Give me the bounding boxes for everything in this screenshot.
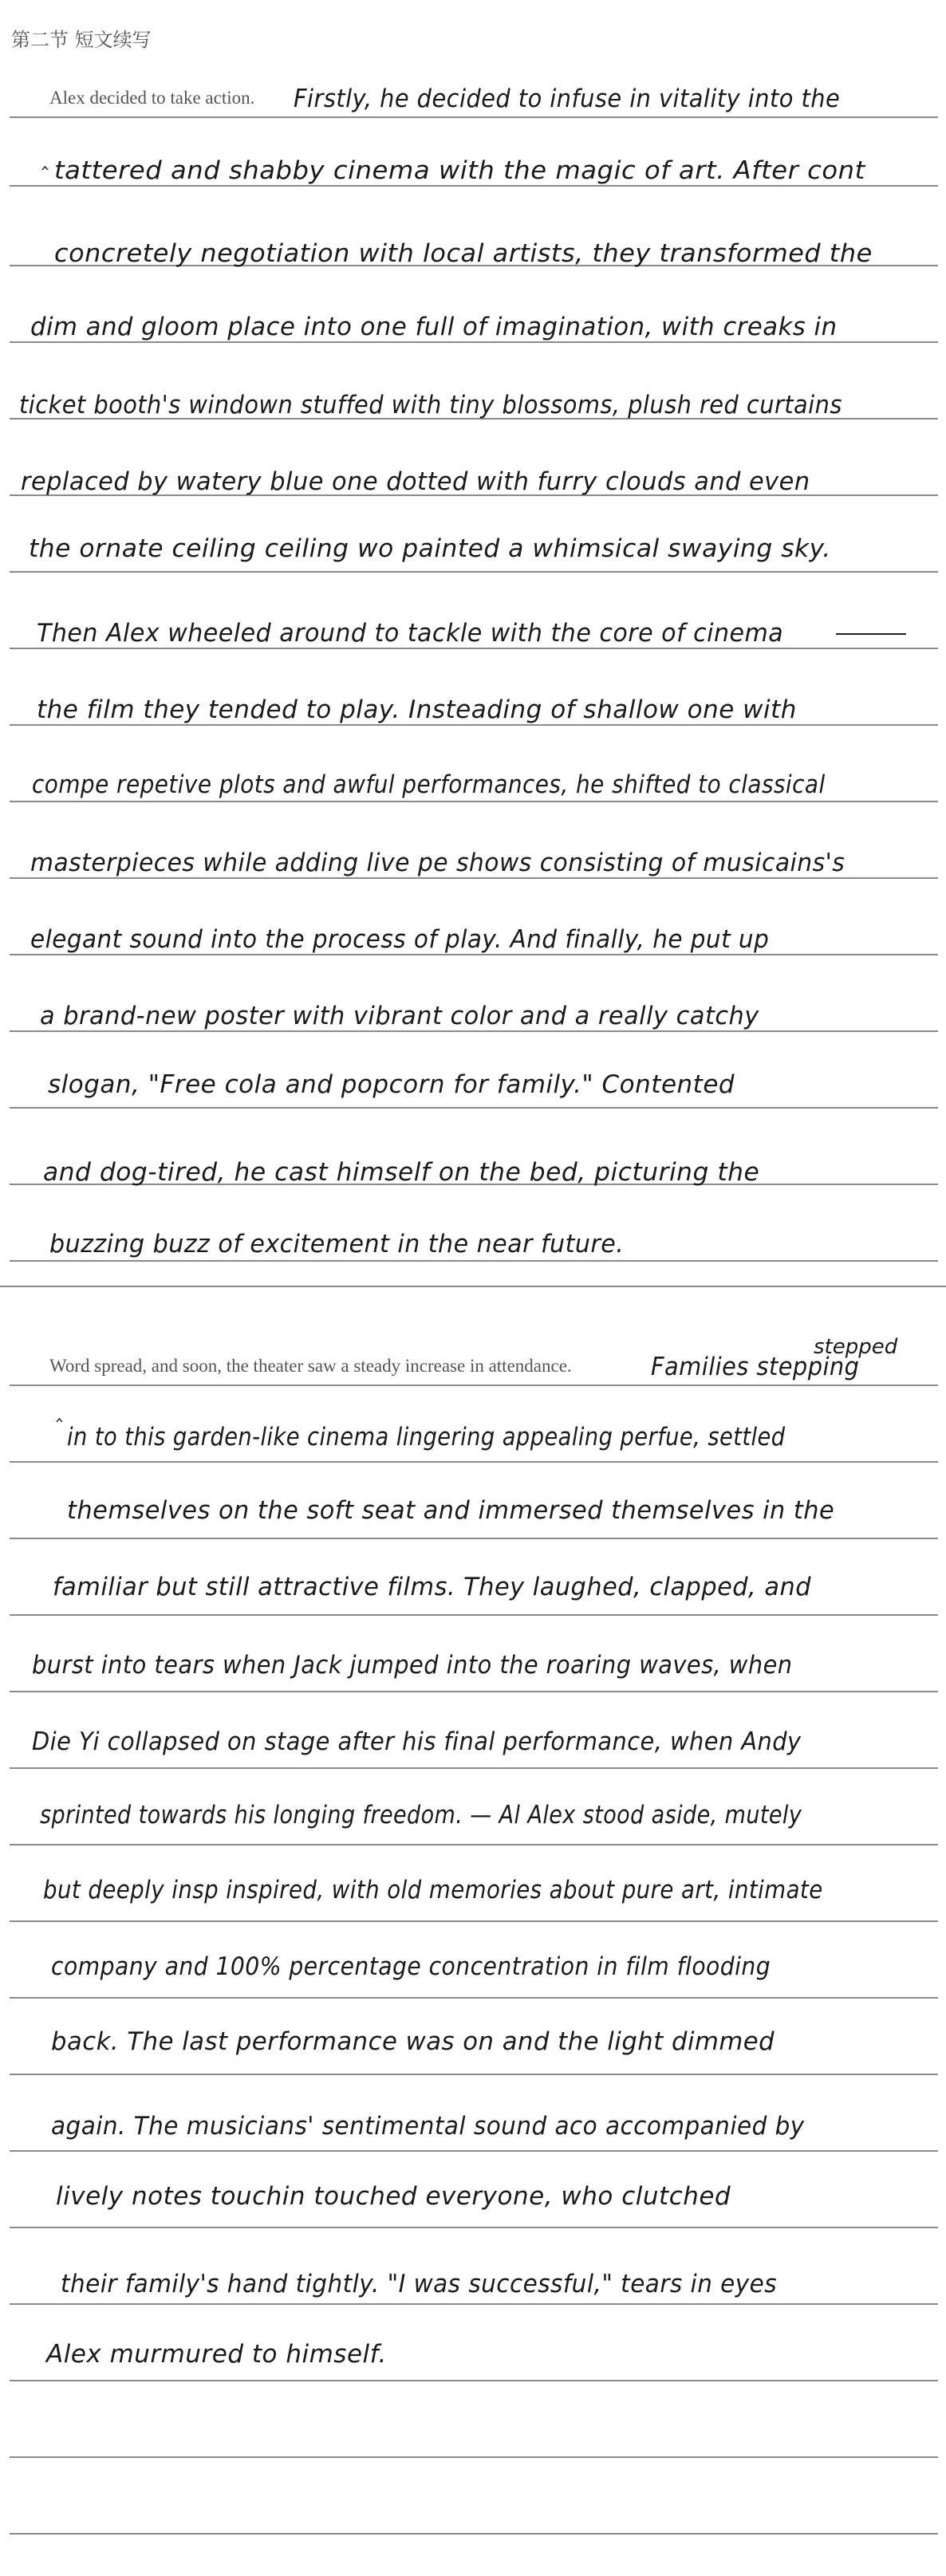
handwritten-line: Alex murmured to himself. — [46, 2340, 387, 2369]
handwritten-line: lively notes touchin touched everyone, who clutched — [56, 2182, 731, 2211]
handwritten-line: their family's hand tightly. "I was successful," tears in eyes — [61, 2270, 778, 2298]
handwritten-line: but deeply insp inspired, with old memories about pure art, intimate — [43, 1876, 823, 1904]
ruled-line — [10, 801, 938, 802]
handwritten-line: dim and gloom place into one full of imagination, with creaks in — [30, 313, 838, 341]
handwritten-line: again. The musicians' sentimental sound aco accompanied by — [51, 2112, 805, 2141]
part2-prompt: Word spread, and soon, the theater saw a steady increase in attendance. — [49, 1356, 572, 1376]
ruled-line — [10, 1614, 938, 1616]
ruled-line — [10, 2074, 938, 2075]
ruled-line — [10, 954, 938, 955]
dash-mark — [836, 633, 906, 635]
handwritten-line: tattered and shabby cinema with the magic of art. After cont — [54, 156, 865, 185]
handwritten-line: Firstly, he decided to infuse in vitality into the — [294, 85, 841, 113]
ruled-line — [10, 1107, 938, 1109]
handwritten-line: ticket booth's windown stuffed with tiny blossoms, plush red curtains — [19, 391, 842, 419]
ruled-line — [10, 2380, 938, 2381]
section-heading: 第二节 短文续写 — [11, 29, 152, 51]
handwritten-line: a brand-new poster with vibrant color and a really catchy — [40, 1002, 759, 1030]
ruled-line — [10, 1385, 938, 1386]
handwritten-line: familiar but still attractive films. They laughed, clapped, and — [53, 1573, 811, 1601]
insertion-word: stepped — [814, 1335, 898, 1359]
handwritten-line: elegant sound into the process of play. And finally, he put up — [30, 925, 770, 954]
ruled-line — [10, 2227, 938, 2228]
handwritten-line: slogan, "Free cola and popcorn for family." Contented — [48, 1070, 735, 1099]
ruled-line — [10, 1691, 938, 1692]
answer-sheet-part-2 — [0, 1287, 946, 2576]
ruled-line — [10, 2150, 938, 2152]
ruled-line — [10, 1997, 938, 1999]
ruled-line — [10, 185, 938, 187]
answer-sheet-part-1 — [0, 0, 946, 1287]
handwritten-line: burst into tears when Jack jumped into the roaring waves, when — [32, 1651, 793, 1680]
insertion-caret: ‸ — [41, 147, 49, 171]
insertion-caret: ‸ — [56, 1399, 63, 1423]
handwritten-line: buzzing buzz of excitement in the near future. — [49, 1230, 625, 1258]
handwritten-line: Families stepping — [651, 1353, 860, 1381]
ruled-line — [10, 1538, 938, 1539]
ruled-line — [10, 1767, 938, 1769]
ruled-line — [10, 724, 938, 726]
handwritten-line: and dog-tired, he cast himself on the bed, picturing the — [43, 1158, 760, 1187]
handwritten-line: company and 100% percentage concentration in film flooding — [51, 1952, 771, 1981]
handwritten-line: Then Alex wheeled around to tackle with the core of cinema — [37, 619, 784, 648]
handwritten-line: in to this garden-like cinema lingering appealing perfue, settled — [67, 1423, 786, 1451]
ruled-line — [10, 1461, 938, 1463]
handwritten-line: masterpieces while adding live pe shows consisting of musicains's — [30, 849, 845, 877]
ruled-line — [10, 2533, 938, 2535]
ruled-line — [10, 2303, 938, 2305]
handwritten-line: sprinted towards his longing freedom. — Al Alex stood aside, mutely — [40, 1801, 802, 1830]
ruled-line — [10, 1260, 938, 1262]
handwritten-line: compe repetive plots and awful performances, he shifted to classical — [32, 770, 826, 799]
handwritten-line: replaced by watery blue one dotted with furry clouds and even — [21, 467, 810, 496]
ruled-line — [10, 571, 938, 573]
ruled-line — [10, 1030, 938, 1032]
ruled-line — [10, 877, 938, 879]
ruled-line — [10, 116, 938, 118]
handwritten-line: Die Yi collapsed on stage after his final performance, when Andy — [32, 1727, 802, 1756]
ruled-line — [10, 341, 938, 343]
handwritten-line: back. The last performance was on and the light dimmed — [51, 2027, 775, 2056]
part1-prompt: Alex decided to take action. — [49, 88, 255, 108]
handwritten-line: the film they tended to play. Insteading of shallow one with — [37, 695, 797, 724]
ruled-line — [10, 648, 938, 649]
handwritten-line: the ornate ceiling ceiling wo painted a whimsical swaying sky. — [29, 534, 831, 563]
handwritten-line: themselves on the soft seat and immersed themselves in the — [67, 1496, 835, 1525]
ruled-line — [10, 1920, 938, 1922]
ruled-line — [10, 1844, 938, 1845]
ruled-line — [10, 2456, 938, 2458]
handwritten-line: concretely negotiation with local artists, they transformed the — [54, 239, 873, 268]
